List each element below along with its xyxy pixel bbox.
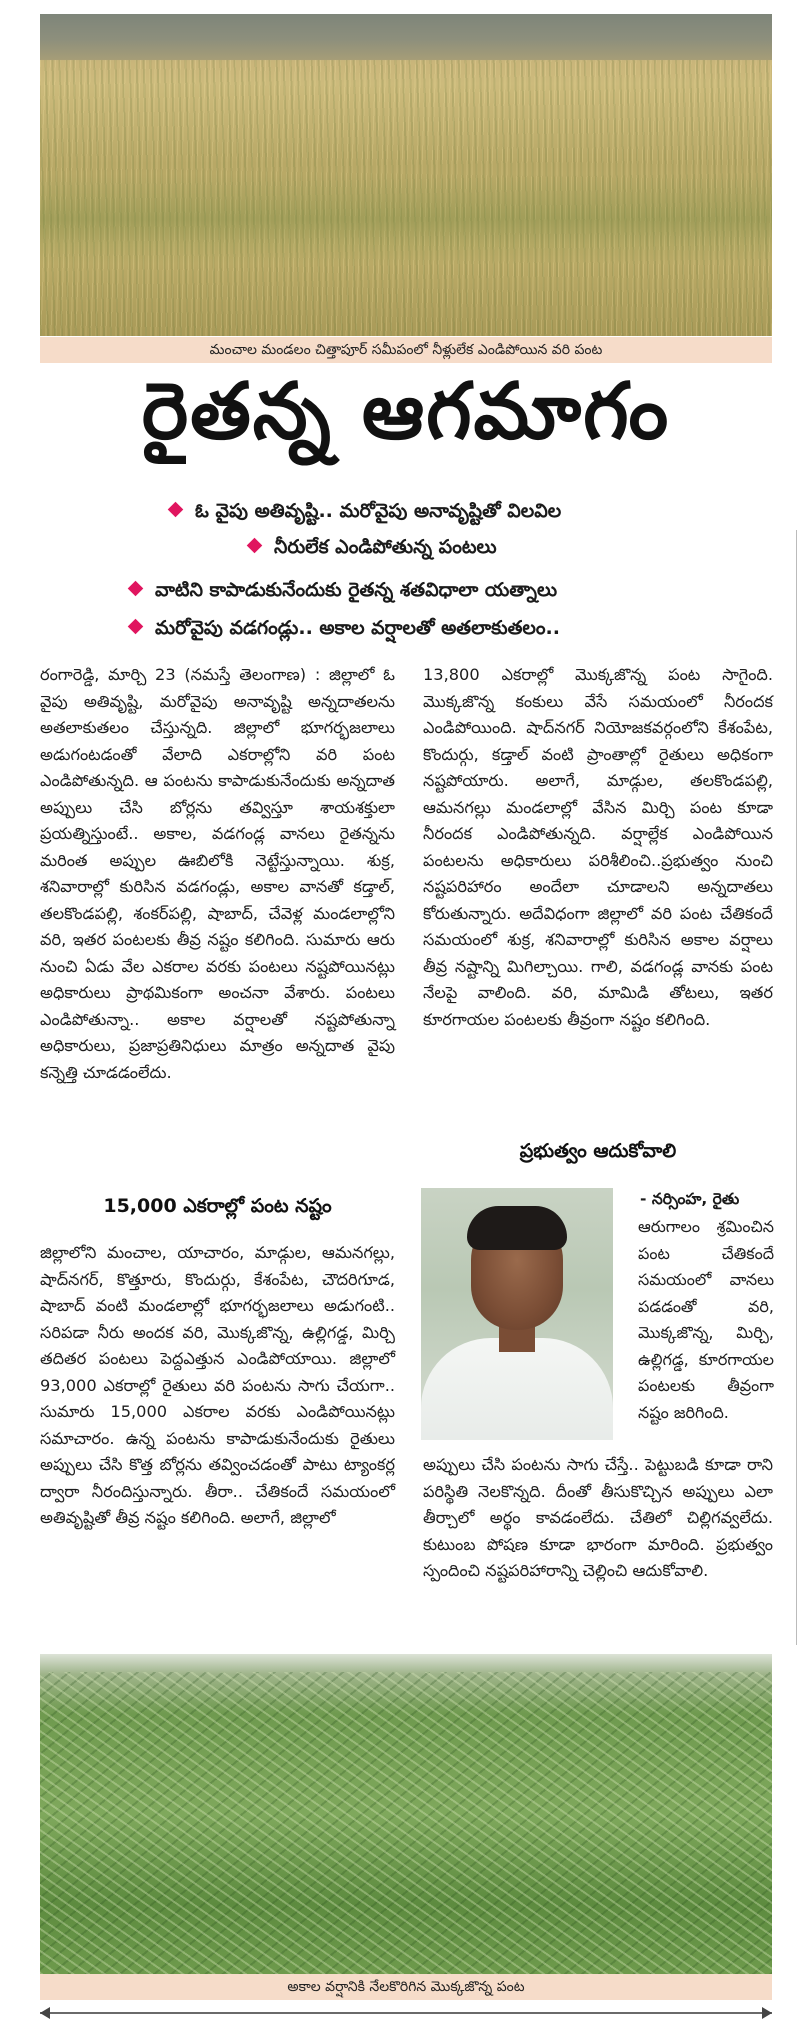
article-paragraph: 13,800 ఎకరాల్లో మొక్కజొన్న పంట సాగైంది. మొక్కజొన్న కంకులు వేసే సమయంలో నీరందక ఎండిపోయింది. షాద్‌నగర్ నియోజకవర్గంలోని కేశంపేట, కొందుర్గు, కడ్తాల్ వంటి ప్రాంతాల్లో రైతులు అధికంగా నష్టపోయారు. అలాగే, మాడ్గుల, తలకొండపల్లి, ఆమనగల్లు మండలాల్లో వేసిన మిర్చి పంట కూడా నీరందక ఎండిపోతున్నది. వర్షాల్లేక ఎండిపోయిన పంటలను అధికారులు పరిశీలించి..ప్రభుత్వం నుంచి నష్టపరిహారం అందేలా చూడాలని అన్నదాతలు కోరుతున్నారు. అదేవిధంగా జిల్లాలో వరి పంట చేతికందే సమయంలో శుక్ర, శనివారాల్లో కురిసిన అకాల వర్షాలు తీవ్ర నష్టాన్ని మిగిల్చాయి. గాలి, వడగండ్ల వానకు పంట నేలపై వాలింది. వరి, మామిడి తోటలు, ఇతర కూరగాయల పంటలకు తీవ్రంగా నష్టం కలిగింది. xyxy=(423,665,773,1029)
quote-text-column xyxy=(638,1214,774,1426)
right-subheading: ప్రభుత్వం ఆదుకోవాలి xyxy=(519,1140,677,1162)
article-right-column xyxy=(423,662,773,1033)
arrow-right-icon xyxy=(762,2007,772,2019)
article-paragraph: రంగారెడ్డి, మార్చి 23 (నమస్తే తెలంగాణ) : జిల్లాలో ఓ వైపు అతివృష్టి, మరోవైపు అనావృష్టి అన్నదాతలను అతలాకుతలం చేస్తున్నది. జిల్లాలో భూగర్భజలాలు అడుగంటడంతో వేలాది ఎకరాల్లోని వరి పంట ఎండిపోతున్నది. ఆ పంటను కాపాడుకునేందుకు అన్నదాత అప్పులు చేసి బోర్లను తవ్విస్తూ శాయశక్తులా ప్రయత్నిస్తుంటే.. అకాల, వడగండ్ల వానలు రైతన్నను మరింత అప్పుల ఊబిలోకి నెట్టేస్తున్నాయి. శుక్ర, శనివారాల్లో కురిసిన వడగండ్లు, అకాల వానతో కడ్తాల్, తలకొండపల్లి, శంకర్‌పల్లి, షాబాద్, చేవెళ్ల మండలాల్లోని వరి, ఇతర పంటలకు తీవ్ర నష్టం కలిగింది. సుమారు ఆరు నుంచి ఏడు వేల ఎకరాల వరకు పంటలు నష్టపోయినట్లు అధికారులు ప్రాథమికంగా అంచనా వేశారు. పంటలు ఎండిపోతున్నా.. అకాల వర్షాలతో నష్టపోతున్నా అధికారులు, ప్రజాప్రతినిధులు మాత్రం అన్నదాత వైపు కన్నెత్తి చూడడంలేదు. xyxy=(40,665,395,1082)
bullet-item: ఓ వైపు అతివృష్టి.. మరోవైపు అనావృష్టితో విలవిల xyxy=(170,500,561,527)
column-divider xyxy=(796,530,797,1645)
article-left-column-2 xyxy=(40,1240,395,1532)
article-paragraph: అప్పులు చేసి పంటను సాగు చేస్తే.. పెట్టుబడి కూడా రాని పరిస్థితి నెలకొన్నది. దీంతో తీసుకొచ్చిన అప్పులు ఎలా తీర్చాలో అర్థం కావడంలేదు. చేతిలో చిల్లిగవ్వలేదు. కుటుంబ పోషణ కూడా భారంగా మారింది. ప్రభుత్వం స్పందించి నష్టపరిహారాన్ని చెల్లించి ఆదుకోవాలి. xyxy=(423,1455,773,1580)
top-photo-caption: మంచాల మండలం చిత్తాపూర్ సమీపంలో నీళ్లులేక ఎండిపోయిన వరి పంట xyxy=(40,337,772,363)
article-right-column-2 xyxy=(423,1452,773,1585)
diamond-bullet-icon xyxy=(247,538,263,554)
bullet-item: నీరులేక ఎండిపోతున్న పంటలు xyxy=(249,536,497,563)
fallen-maize-photo xyxy=(40,1654,772,1974)
diamond-bullet-icon xyxy=(168,502,184,518)
arrow-left-icon xyxy=(40,2007,50,2019)
article-left-column xyxy=(40,662,395,1086)
headline: రైతన్న ఆగమాగం xyxy=(141,367,671,457)
paddy-green-band xyxy=(40,174,772,264)
quote-paragraph: ఆరుగాలం శ్రమించిన పంట చేతికందే సమయంలో వానలు పడడంతో వరి, మొక్కజొన్న, మిర్చి, ఉల్లిగడ్డ, కూరగాయల పంటలకు తీవ్రంగా నష్టం జరిగింది. xyxy=(638,1217,774,1422)
portrait-shirt xyxy=(421,1338,613,1440)
maize-texture xyxy=(40,1672,772,1974)
portrait-hair xyxy=(467,1206,567,1250)
left-subheading: 15,000 ఎకరాల్లో పంట నష్టం xyxy=(103,1195,332,1217)
quote-author: - నర్సింహ, రైతు xyxy=(640,1190,740,1208)
bullet-item: వాటిని కాపాడుకునేందుకు రైతన్న శతవిధాలా యత్నాలు xyxy=(130,579,557,606)
bullet-item: మరోవైపు వడగండ్లు.. అకాల వర్షాలతో అతలాకుతలం.. xyxy=(130,617,560,644)
farmer-portrait-photo xyxy=(421,1188,613,1440)
hills-background xyxy=(40,14,772,60)
bottom-rule xyxy=(40,2012,772,2014)
diamond-bullet-icon xyxy=(128,619,144,635)
diamond-bullet-icon xyxy=(128,581,144,597)
article-paragraph: జిల్లాలోని మంచాల, యాచారం, మాడ్గుల, ఆమనగల్లు, షాద్‌నగర్, కొత్తూరు, కొందుర్గు, కేశంపేట, చౌదరిగూడ, షాబాద్ వంటి మండలాల్లో భూగర్భజలాలు అడుగంటి.. సరిపడా నీరు అందక వరి, మొక్కజొన్న, ఉల్లిగడ్డ, మిర్చి తదితర పంటలు పెద్దఎత్తున ఎండిపోయాయి. జిల్లాలో 93,000 ఎకరాల్లో రైతులు వరి పంటను సాగు చేయగా.. సుమారు 15,000 ఎకరాల వరకు ఎండిపోయినట్లు సమాచారం. ఉన్న పంటను కాపాడుకునేందుకు రైతులు అప్పులు చేసి కొత్త బోర్లను తవ్వించడంతో పాటు ట్యాంకర్ల ద్వారా నీరందిస్తున్నారు. తీరా.. చేతికందే సమయంలో అతివృష్టితో తీవ్ర నష్టం కలిగింది. అలాగే, జిల్లాలో xyxy=(40,1243,395,1527)
bottom-photo-caption: అకాల వర్షానికి నేలకొరిగిన మొక్కజొన్న పంట xyxy=(40,1974,772,2000)
dried-paddy-photo xyxy=(40,14,772,336)
